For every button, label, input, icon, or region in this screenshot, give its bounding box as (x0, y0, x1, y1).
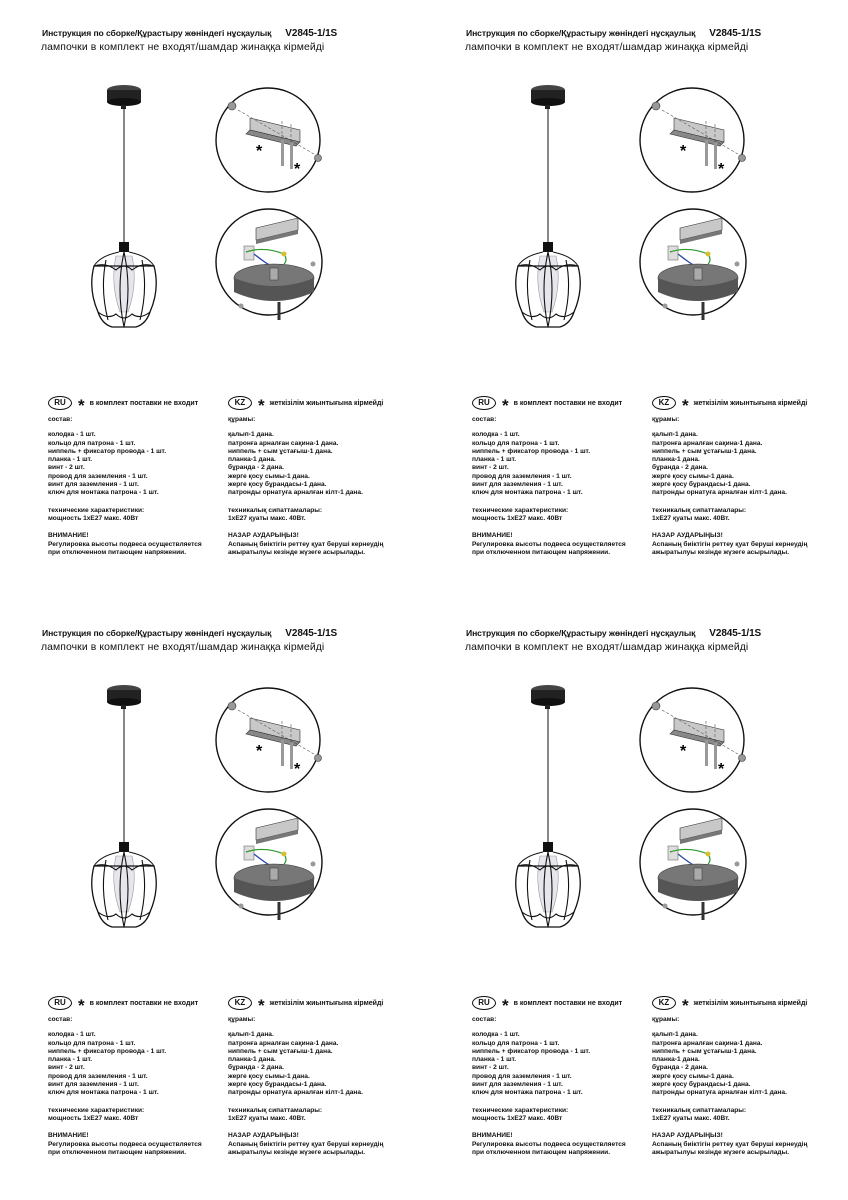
kz-tech-heading: техникалық сипаттамалары: (228, 506, 323, 514)
ru-tech-heading: технические характеристики: (48, 506, 145, 514)
sheet-title (42, 28, 337, 39)
list-item: жерге қосу бұрандасы-1 дана. (652, 481, 751, 489)
star-icon: * (682, 996, 689, 1015)
ru-tech-value: мощность 1хЕ27 макс. 40Вт (48, 1114, 139, 1122)
list-item: бұранда - 2 дана. (228, 464, 284, 472)
kz-warning-heading: НАЗАР АУДАРЫҢЫЗ! (228, 532, 299, 540)
ru-contents-list (48, 1031, 202, 1097)
kz-warning-line: ажыратылуы кезінде жүзеге асырылады. (228, 548, 366, 556)
list-item: жерге қосу сымы-1 дана. (228, 472, 310, 480)
sheet-subtitle: лампочки в комплект не входят/шамдар жинаққа кірмейді (465, 642, 749, 653)
kz-section-header (228, 996, 384, 1015)
kz-specification (228, 416, 383, 557)
ru-not-included-note: в комплект поставки не входит (89, 999, 199, 1007)
list-item: колодка - 1 шт. (472, 1031, 520, 1039)
sheet-subtitle: лампочки в комплект не входят/шамдар жинаққа кірмейді (41, 42, 325, 53)
list-item: бұранда - 2 дана. (228, 1064, 284, 1072)
star-icon: * (718, 161, 725, 178)
list-item: планка - 1 шт. (48, 1056, 93, 1064)
star-icon: * (256, 743, 263, 760)
ru-not-included-note: в комплект поставки не входит (513, 399, 623, 407)
ru-specification (48, 1016, 202, 1157)
sheet-title (466, 28, 761, 39)
ru-warning-heading: ВНИМАНИЕ! (48, 1132, 89, 1140)
kz-warning-heading: НАЗАР АУДАРЫҢЫЗ! (652, 532, 723, 540)
list-item: патронды орнатуға арналған кілт-1 дана. (652, 1089, 787, 1097)
star-icon: * (680, 143, 687, 160)
ru-warning-heading: ВНИМАНИЕ! (472, 532, 513, 540)
list-item: колодка - 1 шт. (48, 431, 96, 439)
kz-warning-line: Аспаның биіктігін реттеу қуат беруші кернеудің (652, 540, 808, 548)
sheet-title (466, 628, 761, 639)
kz-tech-heading: техникалық сипаттамалары: (652, 506, 747, 514)
kz-warning-line: Аспаның биіктігін реттеу қуат беруші кернеудің (228, 540, 384, 548)
list-item: патронға арналған сақина-1 дана. (652, 439, 763, 447)
star-icon: * (258, 396, 265, 415)
ru-contents-list (472, 1031, 626, 1097)
ru-warning-heading: ВНИМАНИЕ! (48, 532, 89, 540)
ru-specification (472, 1016, 626, 1157)
instruction-quadrant (424, 600, 848, 1200)
ru-warning-line: при отключенном питающем напряжении. (472, 548, 611, 556)
list-item: провод для заземления - 1 шт. (472, 1072, 572, 1080)
kz-language-badge: KZ (228, 396, 252, 410)
ru-contents-heading: состав: (472, 416, 497, 423)
ru-tech-heading: технические характеристики: (48, 1106, 145, 1114)
model-number: V2845-1/1S (285, 628, 338, 639)
kz-tech-value: 1хЕ27 қуаты макс. 40Вт. (228, 514, 306, 522)
list-item: қалып-1 дана. (228, 431, 274, 439)
star-icon: * (502, 396, 509, 415)
list-item: кольцо для патрона - 1 шт. (472, 1039, 560, 1047)
list-item: винт - 2 шт. (472, 1064, 509, 1072)
list-item: ниппель + сым ұстағыш-1 дана. (652, 1047, 757, 1055)
ru-language-badge: RU (48, 996, 72, 1010)
kz-warning-line: Аспаның биіктігін реттеу қуат беруші кернеудің (228, 1140, 384, 1148)
list-item: ниппель + сым ұстағыш-1 дана. (228, 1047, 333, 1055)
canopy-wiring-diagram (214, 802, 324, 922)
kz-tech-value: 1хЕ27 қуаты макс. 40Вт. (652, 514, 730, 522)
ru-contents-heading: состав: (472, 1016, 497, 1023)
list-item: винт для заземления - 1 шт. (48, 1081, 139, 1089)
list-item: планка - 1 шт. (472, 456, 517, 464)
instruction-quadrant (424, 0, 848, 600)
instruction-quadrant (0, 600, 424, 1200)
kz-warning-line: ажыратылуы кезінде жүзеге асырылады. (652, 548, 790, 556)
kz-contents-heading: құрамы: (228, 1016, 256, 1023)
sheet-subtitle: лампочки в комплект не входят/шамдар жинаққа кірмейді (465, 42, 749, 53)
mounting-bracket-diagram (638, 686, 746, 794)
list-item: ключ для монтажа патрона - 1 шт. (48, 489, 159, 497)
ru-warning-line: Регулировка высоты подвеса осуществляется (48, 1140, 202, 1148)
star-icon: * (78, 396, 85, 415)
list-item: жерге қосу бұрандасы-1 дана. (228, 1081, 327, 1089)
kz-language-badge: KZ (228, 996, 252, 1010)
kz-section-header (228, 396, 384, 415)
title-text: Инструкция по сборке/Құрастыру жөніндегі нұсқаулық (42, 628, 272, 638)
list-item: колодка - 1 шт. (48, 1031, 96, 1039)
ru-section-header (48, 396, 199, 415)
star-icon: * (718, 761, 725, 778)
star-icon: * (680, 743, 687, 760)
kz-not-included-note: жеткізілім жиынтығына кірмейді (269, 399, 384, 407)
ru-section-header (472, 996, 623, 1015)
list-item: бұранда - 2 дана. (652, 464, 708, 472)
ru-warning-line: при отключенном питающем напряжении. (48, 1148, 187, 1156)
star-icon: * (78, 996, 85, 1015)
kz-tech-heading: техникалық сипаттамалары: (228, 1106, 323, 1114)
ru-contents-list (472, 431, 626, 497)
ru-language-badge: RU (48, 396, 72, 410)
kz-language-badge: KZ (652, 996, 676, 1010)
list-item: жерге қосу сымы-1 дана. (228, 1072, 310, 1080)
sheet-subtitle: лампочки в комплект не входят/шамдар жинаққа кірмейді (41, 642, 325, 653)
list-item: жерге қосу сымы-1 дана. (652, 1072, 734, 1080)
list-item: жерге қосу бұрандасы-1 дана. (228, 481, 327, 489)
kz-not-included-note: жеткізілім жиынтығына кірмейді (693, 999, 808, 1007)
star-icon: * (682, 396, 689, 415)
model-number: V2845-1/1S (709, 628, 762, 639)
model-number: V2845-1/1S (285, 28, 338, 39)
list-item: патронға арналған сақина-1 дана. (652, 1039, 763, 1047)
kz-contents-list (228, 431, 383, 497)
ru-contents-list (48, 431, 202, 497)
ru-not-included-note: в комплект поставки не входит (89, 399, 199, 407)
list-item: жерге қосу бұрандасы-1 дана. (652, 1081, 751, 1089)
model-number: V2845-1/1S (709, 28, 762, 39)
list-item: планка - 1 шт. (472, 1056, 517, 1064)
list-item: ключ для монтажа патрона - 1 шт. (472, 1089, 583, 1097)
mounting-bracket-diagram (214, 686, 322, 794)
list-item: ключ для монтажа патрона - 1 шт. (472, 489, 583, 497)
list-item: провод для заземления - 1 шт. (48, 1072, 148, 1080)
instruction-quadrant (0, 0, 424, 600)
ru-contents-heading: состав: (48, 416, 73, 423)
list-item: планка-1 дана. (228, 1056, 276, 1064)
kz-tech-value: 1хЕ27 қуаты макс. 40Вт. (228, 1114, 306, 1122)
ru-warning-line: при отключенном питающем напряжении. (48, 548, 187, 556)
ru-section-header (48, 996, 199, 1015)
kz-section-header (652, 996, 808, 1015)
kz-tech-heading: техникалық сипаттамалары: (652, 1106, 747, 1114)
list-item: винт - 2 шт. (472, 464, 509, 472)
list-item: патронды орнатуға арналған кілт-1 дана. (652, 489, 787, 497)
list-item: ниппель + фиксатор провода - 1 шт. (472, 447, 591, 455)
ru-warning-heading: ВНИМАНИЕ! (472, 1132, 513, 1140)
mounting-bracket-diagram (638, 86, 746, 194)
ru-tech-heading: технические характеристики: (472, 506, 569, 514)
sheet-title (42, 628, 337, 639)
ru-specification (48, 416, 202, 557)
list-item: патронды орнатуға арналған кілт-1 дана. (228, 1089, 363, 1097)
canopy-wiring-diagram (638, 202, 748, 322)
list-item: бұранда - 2 дана. (652, 1064, 708, 1072)
star-icon: * (502, 996, 509, 1015)
canopy-wiring-diagram (214, 202, 324, 322)
list-item: жерге қосу сымы-1 дана. (652, 472, 734, 480)
title-text: Инструкция по сборке/Құрастыру жөніндегі нұсқаулық (42, 28, 272, 38)
ru-not-included-note: в комплект поставки не входит (513, 999, 623, 1007)
list-item: планка - 1 шт. (48, 456, 93, 464)
ru-tech-heading: технические характеристики: (472, 1106, 569, 1114)
list-item: ниппель + фиксатор провода - 1 шт. (48, 1047, 167, 1055)
kz-contents-heading: құрамы: (652, 416, 680, 423)
ru-contents-heading: состав: (48, 1016, 73, 1023)
ru-section-header (472, 396, 623, 415)
kz-section-header (652, 396, 808, 415)
list-item: ниппель + сым ұстағыш-1 дана. (652, 447, 757, 455)
list-item: планка-1 дана. (652, 1056, 700, 1064)
star-icon: * (258, 996, 265, 1015)
ru-language-badge: RU (472, 396, 496, 410)
list-item: винт для заземления - 1 шт. (472, 1081, 563, 1089)
list-item: винт - 2 шт. (48, 464, 85, 472)
title-text: Инструкция по сборке/Құрастыру жөніндегі нұсқаулық (466, 628, 696, 638)
list-item: патронды орнатуға арналған кілт-1 дана. (228, 489, 363, 497)
kz-specification (652, 1016, 807, 1157)
list-item: кольцо для патрона - 1 шт. (48, 1039, 136, 1047)
list-item: патронға арналған сақина-1 дана. (228, 1039, 339, 1047)
list-item: колодка - 1 шт. (472, 431, 520, 439)
pendant-lamp-illustration (86, 684, 196, 934)
ru-warning-line: Регулировка высоты подвеса осуществляется (48, 540, 202, 548)
list-item: қалып-1 дана. (652, 431, 698, 439)
list-item: провод для заземления - 1 шт. (48, 472, 148, 480)
kz-specification (228, 1016, 383, 1157)
pendant-lamp-illustration (510, 84, 620, 334)
ru-tech-value: мощность 1хЕ27 макс. 40Вт (472, 514, 563, 522)
list-item: патронға арналған сақина-1 дана. (228, 439, 339, 447)
kz-warning-line: Аспаның биіктігін реттеу қуат беруші кернеудің (652, 1140, 808, 1148)
list-item: планка-1 дана. (228, 456, 276, 464)
title-text: Инструкция по сборке/Құрастыру жөніндегі нұсқаулық (466, 28, 696, 38)
list-item: ниппель + фиксатор провода - 1 шт. (472, 1047, 591, 1055)
list-item: провод для заземления - 1 шт. (472, 472, 572, 480)
canopy-wiring-diagram (638, 802, 748, 922)
list-item: қалып-1 дана. (652, 1031, 698, 1039)
star-icon: * (294, 161, 301, 178)
kz-contents-list (652, 1031, 807, 1097)
list-item: винт - 2 шт. (48, 1064, 85, 1072)
ru-language-badge: RU (472, 996, 496, 1010)
kz-contents-list (652, 431, 807, 497)
list-item: қалып-1 дана. (228, 1031, 274, 1039)
list-item: винт для заземления - 1 шт. (472, 481, 563, 489)
kz-language-badge: KZ (652, 396, 676, 410)
kz-tech-value: 1хЕ27 қуаты макс. 40Вт. (652, 1114, 730, 1122)
list-item: ниппель + сым ұстағыш-1 дана. (228, 447, 333, 455)
kz-warning-line: ажыратылуы кезінде жүзеге асырылады. (652, 1148, 790, 1156)
ru-warning-line: Регулировка высоты подвеса осуществляется (472, 540, 626, 548)
ru-specification (472, 416, 626, 557)
kz-contents-heading: құрамы: (228, 416, 256, 423)
pendant-lamp-illustration (510, 684, 620, 934)
list-item: планка-1 дана. (652, 456, 700, 464)
ru-tech-value: мощность 1хЕ27 макс. 40Вт (48, 514, 139, 522)
list-item: винт для заземления - 1 шт. (48, 481, 139, 489)
kz-contents-heading: құрамы: (652, 1016, 680, 1023)
kz-contents-list (228, 1031, 383, 1097)
mounting-bracket-diagram (214, 86, 322, 194)
kz-not-included-note: жеткізілім жиынтығына кірмейді (269, 999, 384, 1007)
kz-warning-line: ажыратылуы кезінде жүзеге асырылады. (228, 1148, 366, 1156)
kz-warning-heading: НАЗАР АУДАРЫҢЫЗ! (228, 1132, 299, 1140)
pendant-lamp-illustration (86, 84, 196, 334)
ru-tech-value: мощность 1хЕ27 макс. 40Вт (472, 1114, 563, 1122)
list-item: ниппель + фиксатор провода - 1 шт. (48, 447, 167, 455)
kz-warning-heading: НАЗАР АУДАРЫҢЫЗ! (652, 1132, 723, 1140)
star-icon: * (256, 143, 263, 160)
ru-warning-line: Регулировка высоты подвеса осуществляется (472, 1140, 626, 1148)
kz-specification (652, 416, 807, 557)
kz-not-included-note: жеткізілім жиынтығына кірмейді (693, 399, 808, 407)
star-icon: * (294, 761, 301, 778)
list-item: ключ для монтажа патрона - 1 шт. (48, 1089, 159, 1097)
ru-warning-line: при отключенном питающем напряжении. (472, 1148, 611, 1156)
list-item: кольцо для патрона - 1 шт. (48, 439, 136, 447)
list-item: кольцо для патрона - 1 шт. (472, 439, 560, 447)
